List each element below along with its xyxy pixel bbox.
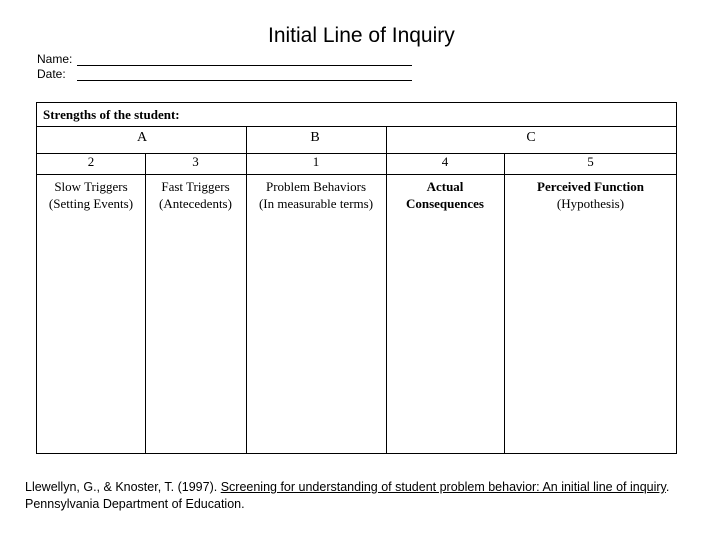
column-header-actual-consequences	[386, 178, 504, 212]
column-heading: Perceived Function	[537, 179, 644, 194]
column-header-perceived-function	[504, 178, 677, 212]
group-label-b: B	[310, 130, 320, 145]
column-header-problem-behaviors	[246, 178, 386, 212]
column-header-fast-triggers	[145, 178, 246, 212]
citation	[25, 479, 715, 513]
column-number-actual-consequences: 4	[441, 154, 449, 169]
divider	[37, 174, 676, 175]
citation-title: Screening for understanding of student problem behavior: An initial line of inquiry	[220, 480, 666, 494]
name-underline	[77, 65, 412, 66]
column-subheading: Consequences	[405, 196, 484, 211]
column-heading: Fast Triggers	[161, 179, 230, 194]
date-field[interactable]	[37, 67, 66, 81]
column-subheading: (Antecedents)	[159, 196, 232, 211]
column-subheading: (Setting Events)	[48, 196, 134, 211]
group-label-c: C	[526, 130, 536, 145]
column-subheading: (Hypothesis)	[556, 196, 625, 211]
page-title: Initial Line of Inquiry	[268, 24, 455, 47]
citation-publisher: . Pennsylvania Department of Education.	[25, 480, 670, 511]
divider	[246, 126, 247, 153]
column-header-slow-triggers	[37, 178, 145, 212]
name-label: Name:	[37, 52, 73, 66]
name-field[interactable]	[37, 52, 72, 66]
column-heading: Actual	[426, 179, 464, 194]
divider	[386, 126, 387, 153]
divider	[37, 126, 676, 127]
column-number-problem-behaviors: 1	[312, 154, 320, 169]
column-heading: Problem Behaviors	[265, 179, 366, 194]
date-label: Date:	[37, 67, 66, 81]
citation-authors: Llewellyn, G., & Knoster, T. (1997).	[25, 480, 221, 494]
column-number-slow-triggers: 2	[87, 154, 95, 169]
date-underline	[77, 80, 412, 81]
column-subheading: (In measurable terms)	[258, 196, 374, 211]
group-label-a: A	[136, 130, 148, 145]
inquiry-form-table	[36, 102, 677, 454]
column-heading: Slow Triggers	[54, 179, 128, 194]
column-number-fast-triggers: 3	[192, 154, 199, 169]
column-number-perceived-function: 5	[587, 154, 594, 169]
strengths-label: Strengths of the student:	[43, 107, 180, 122]
